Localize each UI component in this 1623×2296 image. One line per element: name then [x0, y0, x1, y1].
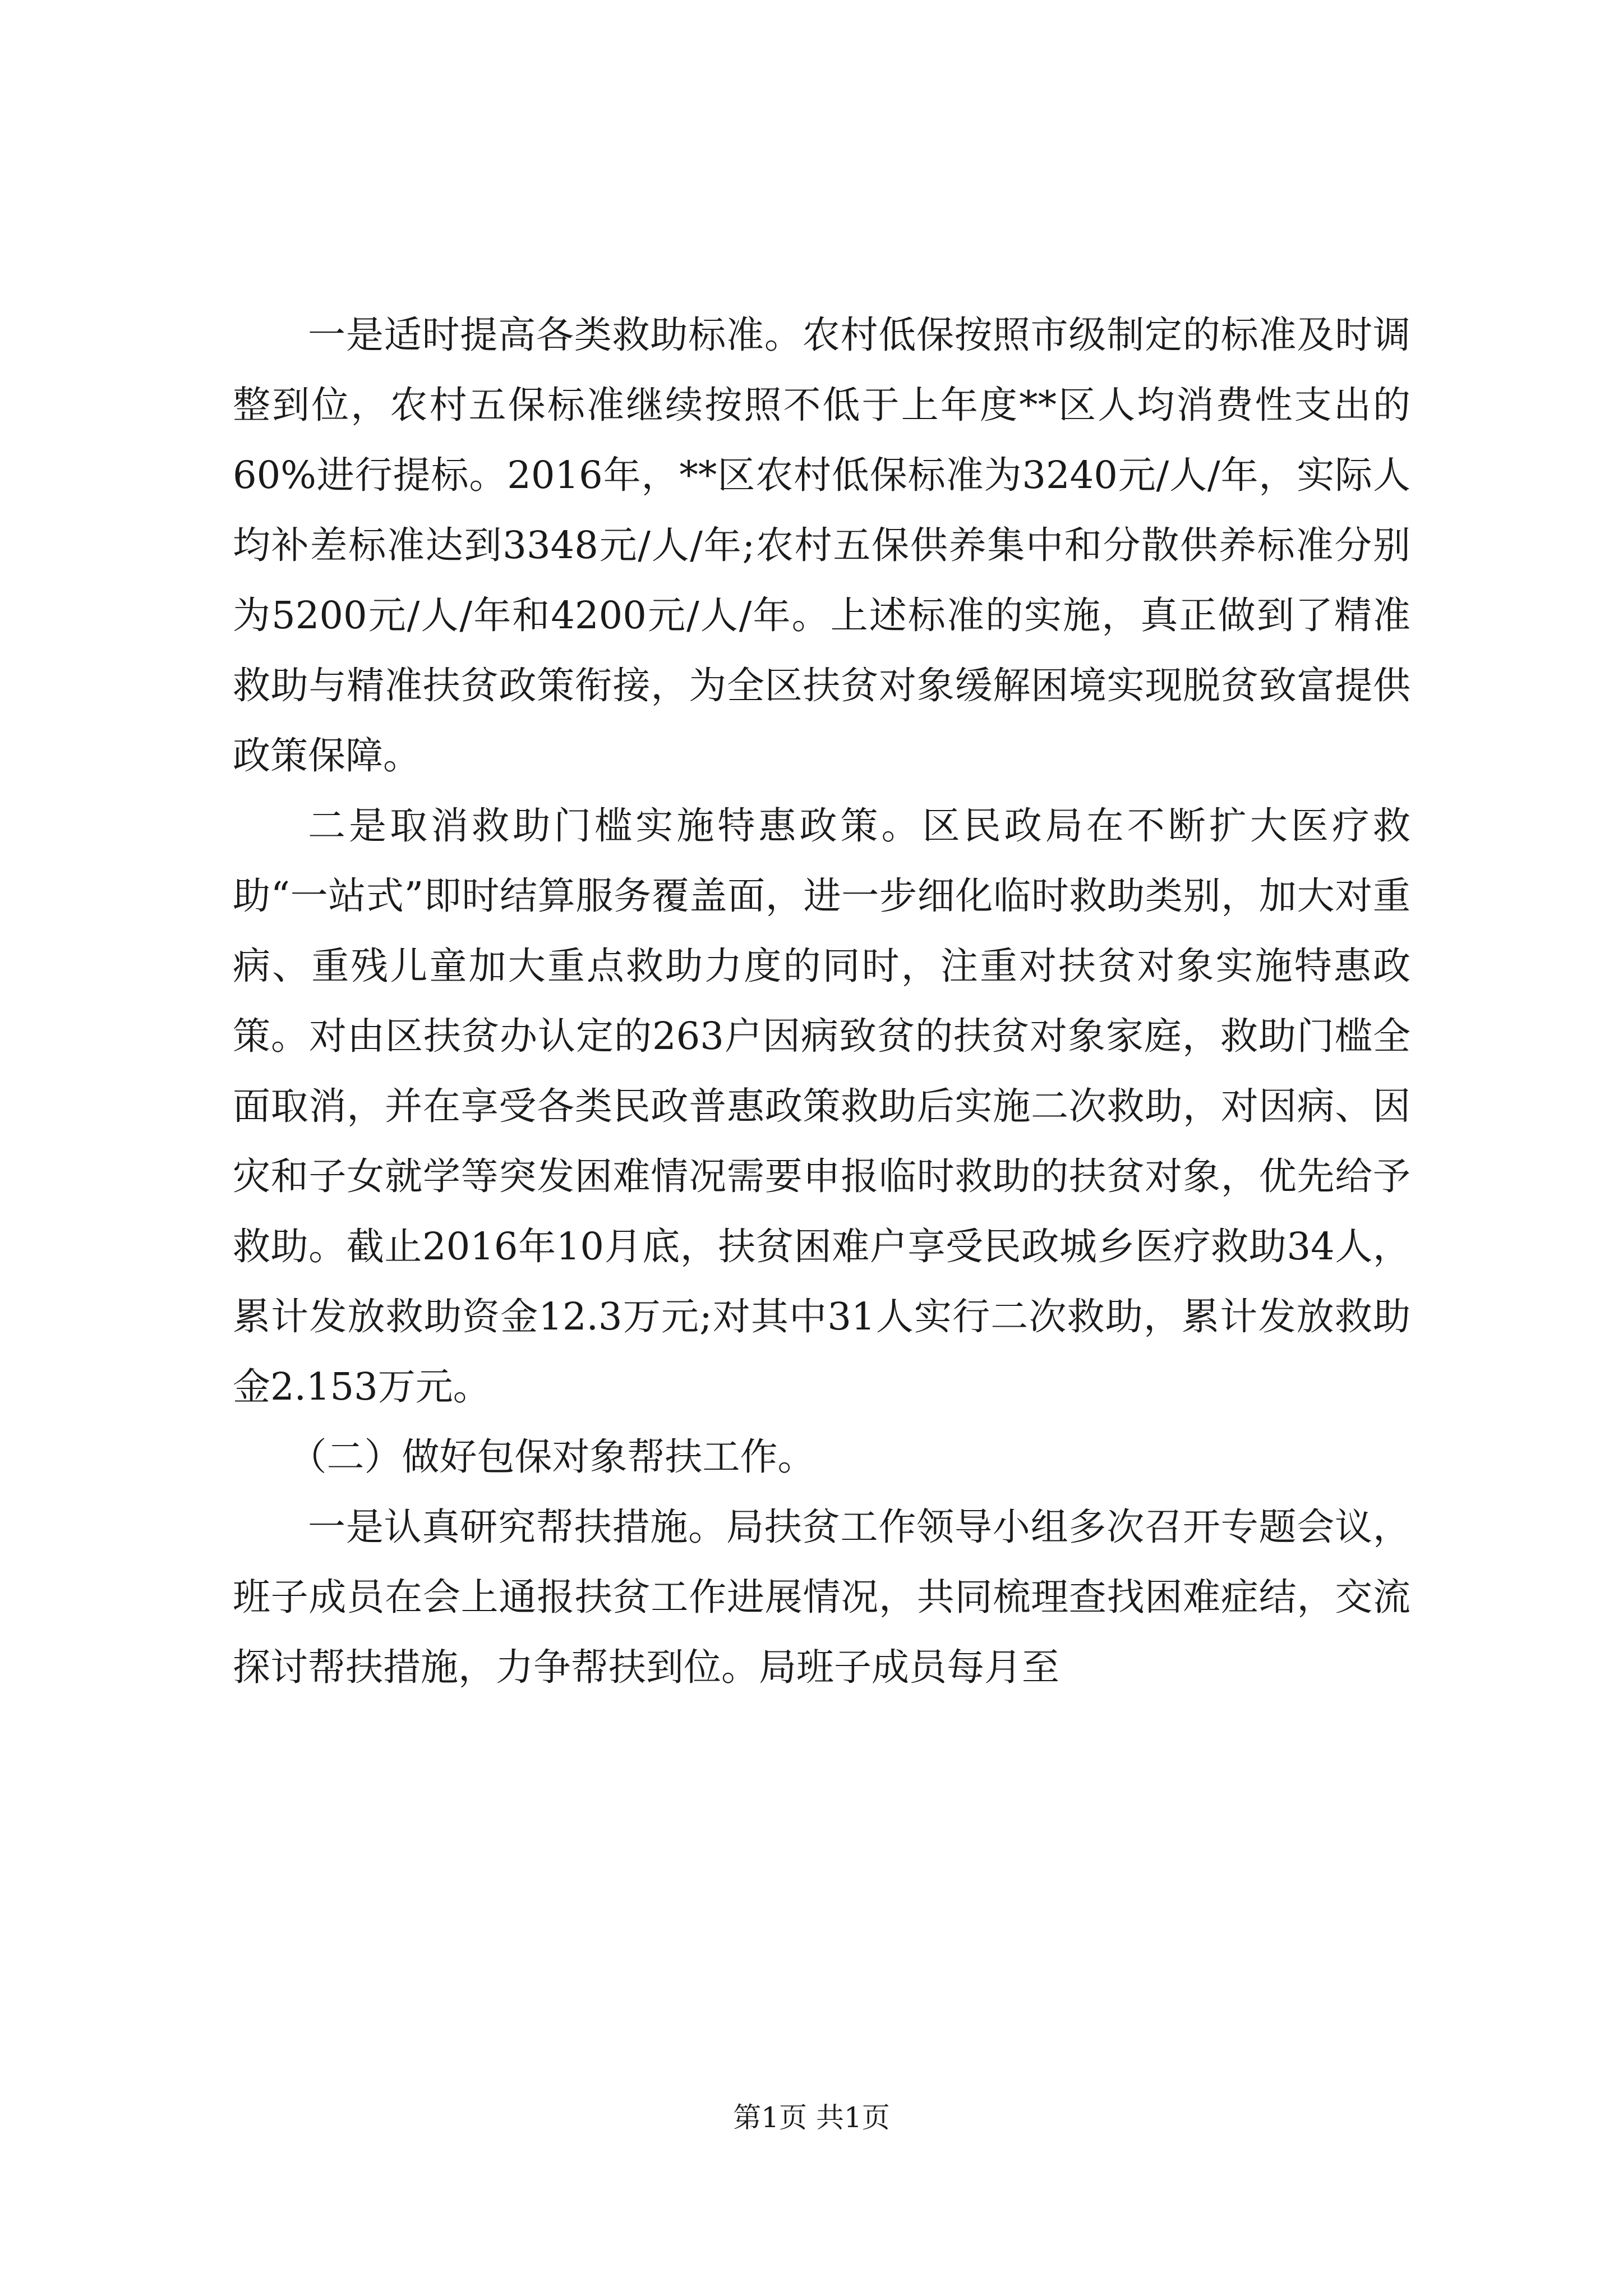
paragraph-cancel-threshold: 二是取消救助门槛实施特惠政策。区民政局在不断扩大医疗救助“一站式”即时结算服务覆盖面，进一步细化临时救助类别，加大对重病、重残儿童加大重点救助力度的同时，注重对扶贫对象实施特惠政策。对由区扶贫办认定的263户因病致贫的扶贫对象家庭，救助门槛全面取消，并在享受各类民政普惠政策救助后实施二次救助，对因病、因灾和子女就学等突发困难情况需要申报临时救助的扶贫对象，优先给予救助。截止2016年10月底，扶贫困难户享受民政城乡医疗救助34人，累计发放救助资金12.3万元;对其中31人实行二次救助，累计发放救助金2.153万元。	[233, 804, 1410, 1409]
document-body	[233, 300, 1410, 1703]
page-footer: 第1页 共1页	[733, 2101, 890, 2134]
section-heading: （二）做好包保对象帮扶工作。	[289, 1435, 815, 1479]
paragraph-raise-standards: 一是适时提高各类救助标准。农村低保按照市级制定的标准及时调整到位，农村五保标准继续按照不低于上年度**区人均消费性支出的60%进行提标。2016年，**区农村低保标准为3240元/人/年，实际人均补差标准达到3348元/人/年;农村五保供养集中和分散供养标准分别为5200元/人/年和4200元/人/年。上述标准的实施，真正做到了精准救助与精准扶贫政策衔接，为全区扶贫对象缓解困境实现脱贫致富提供政策保障。	[233, 313, 1410, 777]
paragraph-study-measures: 一是认真研究帮扶措施。局扶贫工作领导小组多次召开专题会议，班子成员在会上通报扶贫工作进展情况，共同梳理查找困难症结，交流探讨帮扶措施，力争帮扶到位。局班子成员每月至	[233, 1505, 1410, 1689]
